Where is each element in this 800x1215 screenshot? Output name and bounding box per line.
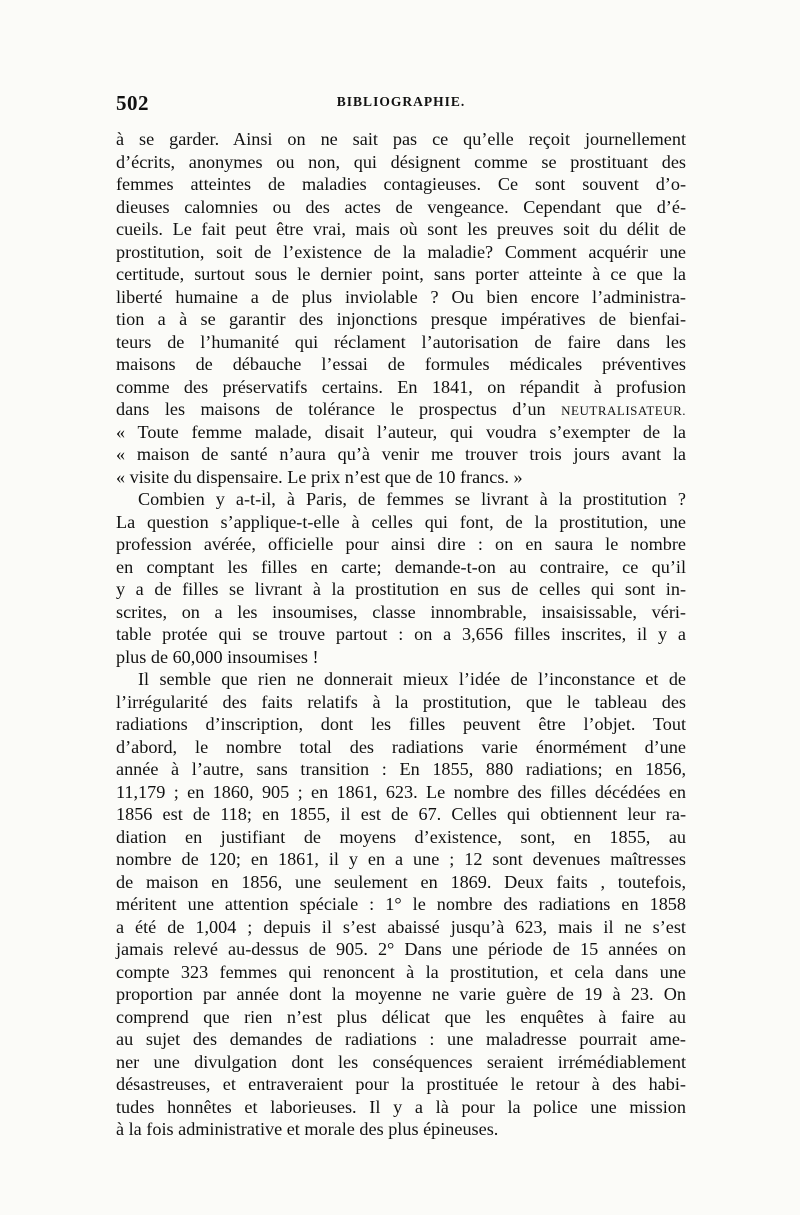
smallcaps-word: NEUTRALISATEUR. xyxy=(561,403,687,418)
text-line-content: prostitution, soit de l’existence de la maladie? Comment acquérir une xyxy=(116,241,686,262)
text-line xyxy=(116,1073,686,1096)
text-line-content: liberté humaine a de plus inviolable ? Ou bien encore l’administra- xyxy=(116,286,686,307)
text-line-content: désastreuses, et entraveraient pour la prostituée le retour à des habi- xyxy=(116,1074,686,1094)
text-line xyxy=(116,286,686,309)
text-line-content: jamais relevé au-dessus de 905. 2° Dans une période de 15 années on xyxy=(116,939,686,959)
text-line xyxy=(116,803,686,826)
text-line-content: Combien y a-t-il, à Paris, de femmes se livrant à la prostitution ? xyxy=(138,489,686,509)
text-line-content: dieuses calomnies ou des actes de vengeance. Cependant que d’é- xyxy=(116,196,686,217)
text-line-content: y a de filles se livrant à la prostitution en sus de celles qui sont in- xyxy=(116,579,686,599)
text-line xyxy=(116,668,686,691)
text-line-content: compte 323 femmes qui renoncent à la prostitution, et cela dans une xyxy=(116,961,686,982)
text-line-content: à se garder. Ainsi on ne sait pas ce qu’elle reçoit journellement xyxy=(116,129,686,149)
text-line xyxy=(116,938,686,961)
text-line-content: d’écrits, anonymes ou non, qui désignent comme se prostituant des xyxy=(116,151,686,172)
text-line-content: « visite du dispensaire. Le prix n’est que de 10 francs. » xyxy=(116,466,523,487)
text-line xyxy=(116,893,686,916)
text-line xyxy=(116,646,686,669)
text-line-content: ner une divulgation dont les conséquences seraient irrémédiablement xyxy=(116,1051,686,1072)
text-line xyxy=(116,128,686,151)
text-line xyxy=(116,916,686,939)
text-line-content: femmes atteintes de maladies contagieuses. Ce sont souvent d’o- xyxy=(116,174,686,194)
text-line-content: table protée qui se trouve partout : on a 3,656 filles inscrites, il y a xyxy=(116,624,686,644)
text-line xyxy=(116,331,686,354)
text-line-content: cueils. Le fait peut être vrai, mais où sont les preuves soit du délit de xyxy=(116,219,686,239)
running-title: BIBLIOGRAPHIE. xyxy=(336,94,466,109)
text-line xyxy=(116,713,686,736)
text-line xyxy=(116,1051,686,1074)
text-line-content: tudes honnêtes et laborieuses. Il y a là pour la police une mission xyxy=(116,1096,686,1117)
text-line-content: méritent une attention spéciale : 1° le nombre des radiations en 1858 xyxy=(116,894,686,914)
page-number: 502 xyxy=(116,91,149,115)
text-line xyxy=(116,151,686,174)
text-line xyxy=(116,241,686,264)
text-line xyxy=(116,1096,686,1119)
text-line xyxy=(116,623,686,646)
text-line xyxy=(116,173,686,196)
text-line-content: a été de 1,004 ; depuis il s’est abaissé jusqu’à 623, mais il ne s’est xyxy=(116,916,686,937)
text-line xyxy=(116,466,686,489)
text-line-content: 11,179 ; en 1860, 905 ; en 1861, 623. Le nombre des filles décédées en xyxy=(116,781,686,802)
text-line-content: teurs de l’humanité qui réclament l’autorisation de faire dans les xyxy=(116,331,686,352)
text-line xyxy=(116,353,686,376)
text-line xyxy=(116,376,686,399)
text-line-content: proportion par année dont la moyenne ne varie guère de 19 à 23. On xyxy=(116,984,686,1004)
text-line xyxy=(116,601,686,624)
text-line-content: certitude, surtout sous le dernier point, sans porter atteinte à ce que la xyxy=(116,264,686,284)
text-line-content: en comptant les filles en carte; demande-t-on au contraire, ce qu’il xyxy=(116,556,686,577)
page-header xyxy=(116,91,686,115)
text-line-content: dans les maisons de tolérance le prospectus d’un xyxy=(116,399,546,419)
text-line xyxy=(116,443,686,466)
text-line-content: radiations d’inscription, dont les filles peuvent être l’objet. Tout xyxy=(116,714,686,734)
text-line xyxy=(116,1006,686,1029)
text-line xyxy=(116,1118,686,1141)
text-line xyxy=(116,736,686,759)
text-line-content: l’irrégularité des faits relatifs à la prostitution, que le tableau des xyxy=(116,691,686,712)
text-line-content: plus de 60,000 insoumises ! xyxy=(116,646,319,667)
text-line-content: au sujet des demandes de radiations : une maladresse pourrait ame- xyxy=(116,1029,686,1049)
text-line xyxy=(116,421,686,444)
text-line xyxy=(116,691,686,714)
text-line-content: année à l’autre, sans transition : En 1855, 880 radiations; en 1856, xyxy=(116,759,686,779)
text-line xyxy=(116,398,686,421)
text-line xyxy=(116,961,686,984)
text-line-content: La question s’applique-t-elle à celles qui font, de la prostitution, une xyxy=(116,511,686,532)
text-line-content: d’abord, le nombre total des radiations varie énormément d’une xyxy=(116,736,686,757)
text-line xyxy=(116,983,686,1006)
text-line xyxy=(116,1028,686,1051)
text-line-content: « maison de santé n’aura qu’à venir me trouver trois jours avant la xyxy=(116,444,686,464)
text-line xyxy=(116,758,686,781)
text-line-content: « Toute femme malade, disait l’auteur, qui voudra s’exempter de la xyxy=(116,421,686,442)
text-line xyxy=(116,848,686,871)
text-line xyxy=(116,556,686,579)
text-line-content: à la fois administrative et morale des plus épineuses. xyxy=(116,1119,499,1139)
text-line xyxy=(116,488,686,511)
text-line xyxy=(116,196,686,219)
text-line xyxy=(116,826,686,849)
text-line xyxy=(116,218,686,241)
body-text xyxy=(116,128,686,1141)
text-line-content: de maison en 1856, une seulement en 1869. Deux faits , toutefois, xyxy=(116,871,686,892)
text-line xyxy=(116,781,686,804)
text-line-content: comprend que rien n’est plus délicat que les enquêtes à faire au xyxy=(116,1006,686,1027)
text-line xyxy=(116,533,686,556)
text-line-content: profession avérée, officielle pour ainsi dire : on en saura le nombre xyxy=(116,534,686,554)
text-line xyxy=(116,308,686,331)
text-line-content: Il semble que rien ne donnerait mieux l’idée de l’inconstance et de xyxy=(138,669,686,689)
text-line-content: diation en justifiant de moyens d’existence, sont, en 1855, au xyxy=(116,826,686,847)
text-line-content: tion a à se garantir des injonctions presque impératives de bienfai- xyxy=(116,309,686,329)
text-line-content: 1856 est de 118; en 1855, il est de 67. Celles qui obtiennent leur ra- xyxy=(116,804,686,824)
text-line-content: scrites, on a les insoumises, classe innombrable, insaisissable, véri- xyxy=(116,601,686,622)
text-line-content: maisons de débauche l’essai de formules médicales préventives xyxy=(116,354,686,374)
text-line-content: nombre de 120; en 1861, il y en a une ; 12 sont devenues maîtresses xyxy=(116,849,686,869)
text-line xyxy=(116,511,686,534)
text-line xyxy=(116,263,686,286)
text-line xyxy=(116,871,686,894)
text-line-content: comme des préservatifs certains. En 1841, on répandit à profusion xyxy=(116,376,686,397)
text-line xyxy=(116,578,686,601)
